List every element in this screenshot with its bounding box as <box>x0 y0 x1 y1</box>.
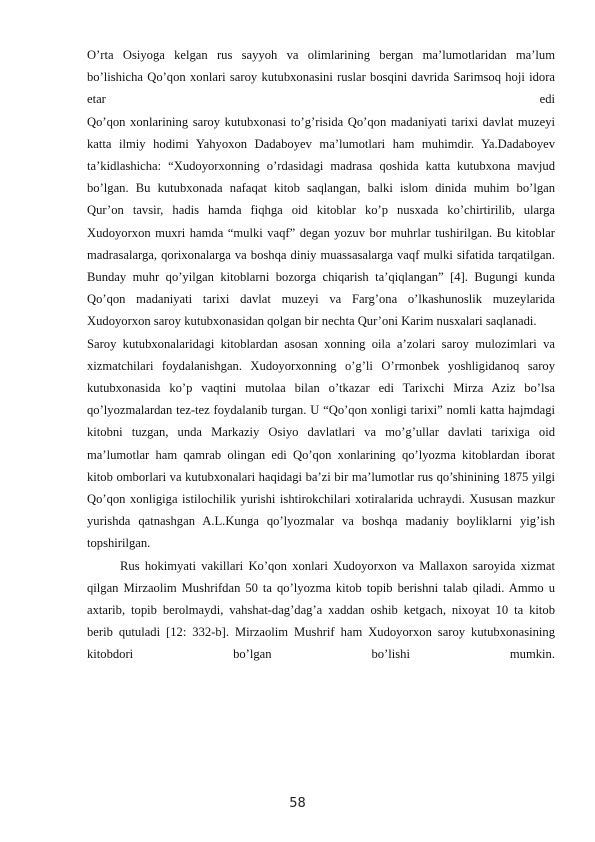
paragraph-4: Rus hokimyati vakillari Ko’qon xonlari Xudoyorxon va Mallaxon saroyida xizmat qilgan Mirzaolim Mushrifdan 50 ta qo’lyozma kitob topib berishni talab qiladi. Ammo u axtarib, topib berolmaydi, vahshat-dag’dag’a xaddan oshib ketgach, nixoyat 10 ta kitob berib qutuladi [12: 332-b]. Mirzaolim Mushrif ham Xudoyorxon saroy kutubxonasining kitobdori bo’lgan bo’lishi mumkin. <box>87 558 555 662</box>
paragraph-3: Saroy kutubxonalaridagi kitoblardan asosan xonning oila a’zolari saroy mulozimlari va xizmatchilari foydalanishgan. Xudoyorxonning o’g’li O’rmonbek yoshligidanoq saroy kutubxonasida ko’p vaqtini mutolaa bilan o’tkazar edi Tarixchi Mirza Aziz bo’lsa qo’lyozmalardan tez-tez foydalanib turgan. U “Qo’qon xonligi tarixi” nomli katta hajmdagi kitobni tuzgan, unda Markaziy Osiyo davlatlari va mo’g’ullar davlati tarixiga oid ma’lumotlar ham qamrab olingan edi Qo’qon xonlarining qo’lyozma kitoblardan iborat kitob omborlari va kutubxonalari haqidagi ba’zi bir ma’lumotlar rus qo’shinining 1875 yilgi Qo’qon xonligiga istilochilik yurishi ishtirokchilari xotiralarida uchraydi. Xususan mazkur yurishda qatnashgan A.L.Kunga qo’lyozmalar va boshqa madaniy boyliklarni yig’ish topshirilgan. <box>87 336 555 551</box>
paragraph-2: Qo’qon xonlarining saroy kutubxonasi to’g’risida Qo’qon madaniyati tarixi davlat muzeyi katta ilmiy hodimi Yahyoxon Dadaboyev ma’lumotlari ham muhimdir. Ya.Dadaboyev ta’kidlashicha: “Xudoyorxonning o’rdasidagi madrasa qoshida katta kutubxona mavjud bo’lgan. Bu kutubxonada nafaqat kitob saqlangan, balki islom dinida muhim bo’lgan Qur’on tavsir, hadis hamda fiqhga oid kitoblar ko’p nusxada ko’chirtirilib, ularga Xudoyorxon muxri hamda “mulki vaqf” degan yozuv bor muhrlar tushirilgan. Bu kitoblar madrasalarga, qorixonalarga va boshqa diniy muassasalarga vaqf mulki sifatida tarqatilgan. Bunday muhr qo’yilgan kitoblarni bozorga chiqarish ta’qiqlangan” [4]. Bugungi kunda Qo’qon madaniyati tarixi davlat muzeyi va Farg’ona o’lkashunoslik muzeylarida Xudoyorxon saroy kutubxonasidan qolgan bir nechta Qur’oni Karim nusxalari saqlanadi. <box>87 114 555 329</box>
page-number: 58 <box>289 796 306 811</box>
paragraph-1: O’rta Osiyoga kelgan rus sayyoh va olimlarining bergan ma’lumotlaridan ma’lum bo’lishicha Qo’qon xonlari saroy kutubxonasini ruslar bosqini davrida Sarimsoq hoji idora etar edi <box>87 48 555 107</box>
document-body <box>87 44 555 666</box>
